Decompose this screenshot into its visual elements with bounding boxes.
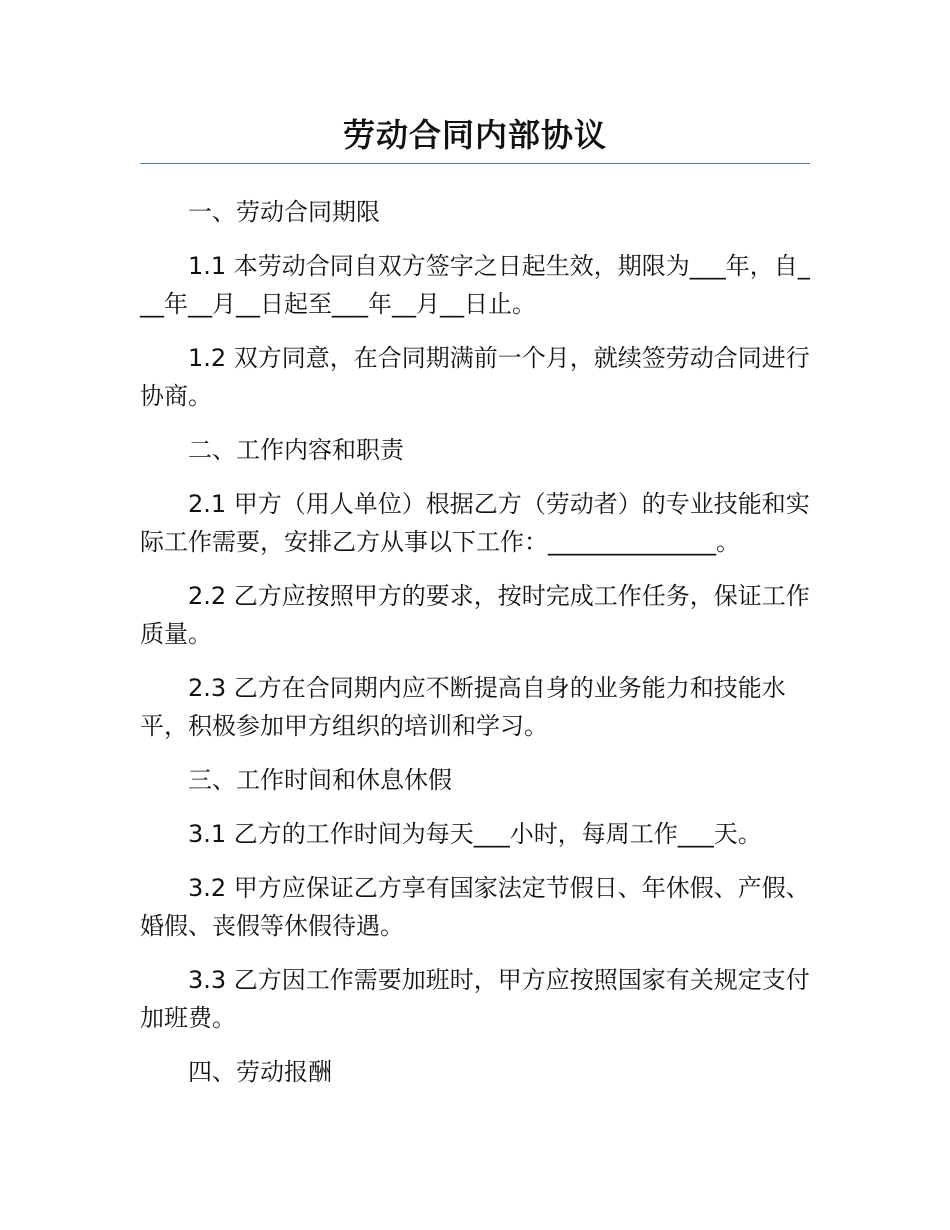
clause-paragraph: 2.2 乙方应按照甲方的要求，按时完成工作任务，保证工作质量。 [140, 582, 810, 648]
clause-paragraph: 3.2 甲方应保证乙方享有国家法定节假日、年休假、产假、婚假、丧假等休假待遇。 [140, 874, 810, 940]
clause-paragraph: 1.2 双方同意，在合同期满前一个月，就续签劳动合同进行协商。 [140, 344, 810, 410]
section-heading: 二、工作内容和职责 [188, 436, 404, 464]
clause-paragraph: 2.1 甲方（用人单位）根据乙方（劳动者）的专业技能和实际工作需要，安排乙方从事以下工作：______________。 [140, 490, 810, 556]
section-heading: 三、工作时间和休息休假 [188, 766, 452, 794]
clause-paragraph: 3.3 乙方因工作需要加班时，甲方应按照国家有关规定支付加班费。 [140, 966, 810, 1032]
document-body [140, 193, 810, 1107]
clause-paragraph: 1.1 本劳动合同自双方签字之日起生效，期限为___年，自___年__月__日起至___年__月__日止。 [140, 252, 810, 318]
section-heading: 一、劳动合同期限 [188, 198, 380, 226]
clause-paragraph: 2.3 乙方在合同期内应不断提高自身的业务能力和技能水平，积极参加甲方组织的培训和学习。 [140, 674, 786, 740]
clause-paragraph: 3.1 乙方的工作时间为每天___小时，每周工作___天。 [188, 820, 762, 848]
title-underline [140, 163, 810, 164]
section-heading: 四、劳动报酬 [188, 1058, 332, 1086]
document-title: 劳动合同内部协议 [342, 116, 607, 154]
